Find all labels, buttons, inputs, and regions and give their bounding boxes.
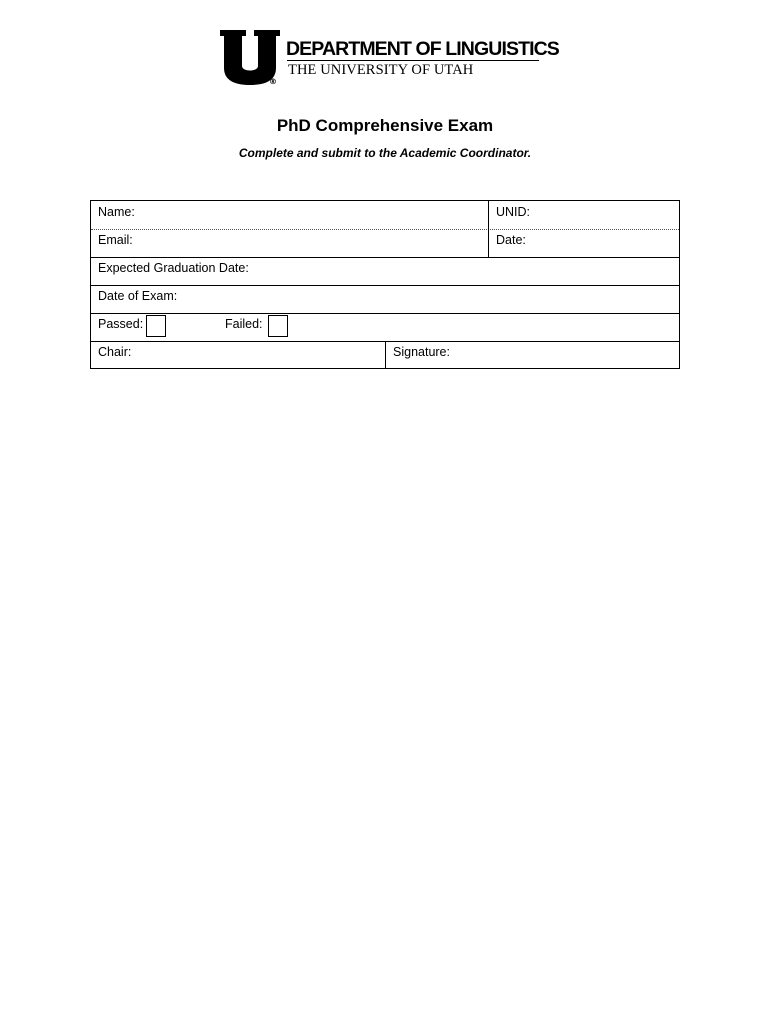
form-row-expected-graduation <box>91 257 679 286</box>
date-label: Date: <box>496 233 526 247</box>
form-row-email <box>91 229 679 258</box>
document-subtitle: Complete and submit to the Academic Coordinator. <box>238 146 532 160</box>
form-row-chair <box>91 341 679 369</box>
passed-label: Passed: <box>98 317 144 331</box>
expected-graduation-field[interactable] <box>91 257 679 285</box>
form-row-date-of-exam <box>91 285 679 314</box>
name-label: Name: <box>98 205 135 219</box>
department-name: DEPARTMENT OF LINGUISTICS <box>286 38 559 60</box>
registered-mark: ® <box>269 77 277 86</box>
exam-form-table <box>90 200 680 369</box>
chair-field[interactable] <box>91 341 385 369</box>
document-title: PhD Comprehensive Exam <box>276 116 494 135</box>
signature-field[interactable] <box>386 341 679 369</box>
date-field[interactable] <box>489 229 679 257</box>
unid-field[interactable] <box>489 201 679 229</box>
failed-checkbox[interactable] <box>268 315 288 337</box>
failed-label: Failed: <box>225 317 263 331</box>
name-field[interactable] <box>91 201 488 229</box>
university-name: THE UNIVERSITY OF UTAH <box>288 62 474 78</box>
signature-label: Signature: <box>393 345 450 359</box>
passed-checkbox[interactable] <box>146 315 166 337</box>
university-logo <box>220 30 559 88</box>
header-divider <box>287 60 539 61</box>
date-of-exam-field[interactable] <box>91 285 679 313</box>
chair-label: Chair: <box>98 345 132 359</box>
email-field[interactable] <box>91 229 488 257</box>
form-row-result <box>91 313 679 342</box>
email-label: Email: <box>98 233 133 247</box>
form-row-name <box>91 201 679 230</box>
unid-label: UNID: <box>496 205 531 219</box>
date-of-exam-label: Date of Exam: <box>98 289 178 303</box>
expected-graduation-label: Expected Graduation Date: <box>98 261 249 275</box>
